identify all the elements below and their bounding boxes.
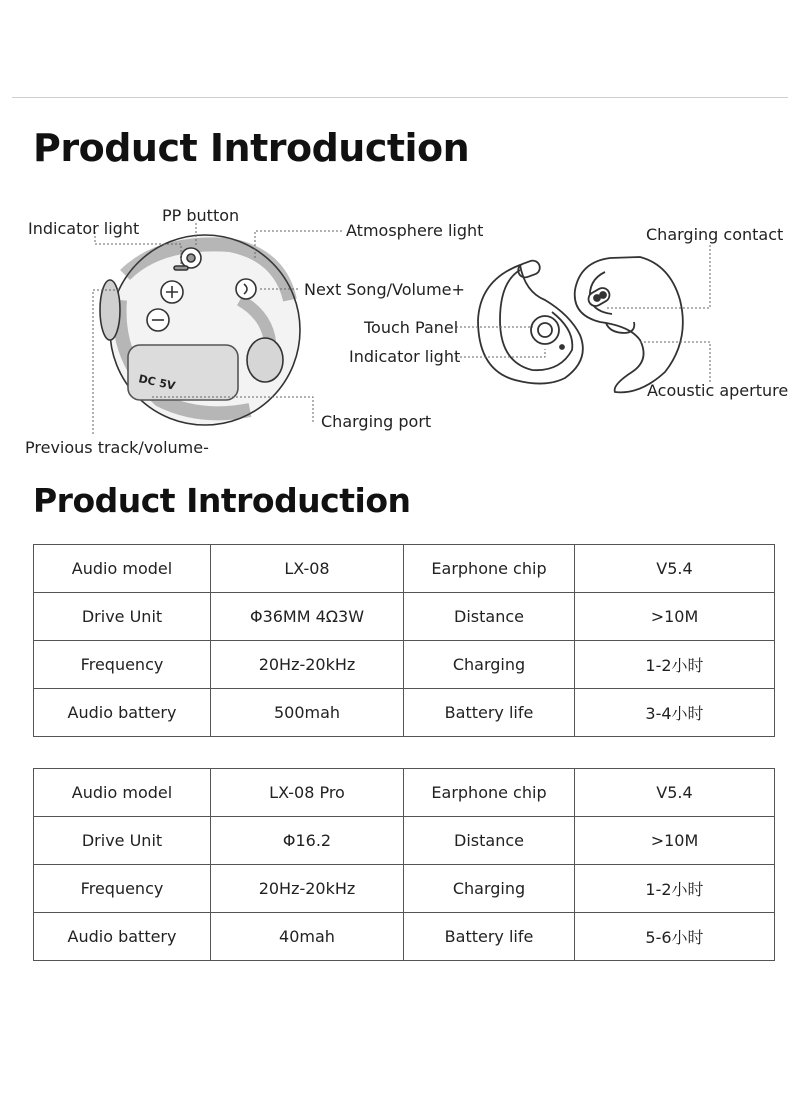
label-atmosphere-light: Atmosphere light	[346, 221, 484, 240]
spec-value: 40mah	[211, 913, 404, 961]
spec-value: 5-6小时	[575, 913, 775, 961]
spec-key: Earphone chip	[404, 769, 575, 817]
spec-value: 1-2小时	[575, 641, 775, 689]
table-row	[34, 689, 775, 737]
spec-key: Audio battery	[34, 689, 211, 737]
spec-key: Charging	[404, 865, 575, 913]
speaker-right-knob	[247, 338, 283, 382]
spec-value: Φ36MM 4Ω3W	[211, 593, 404, 641]
spec-key: Charging	[404, 641, 575, 689]
label-acoustic-aperture: Acoustic aperture	[647, 381, 789, 400]
spec-value: 3-4小时	[575, 689, 775, 737]
label-touch-panel: Touch Panel	[364, 318, 459, 337]
table-row	[34, 817, 775, 865]
speaker-side-knob	[100, 280, 120, 340]
touch-panel-icon	[531, 316, 559, 344]
indicator-light-icon	[174, 266, 188, 270]
label-indicator-light: Indicator light	[28, 219, 140, 238]
left-earbud-outer	[478, 265, 583, 384]
speaker-print: DC 5V	[137, 372, 177, 393]
label-charging-port: Charging port	[321, 412, 432, 431]
top-divider	[12, 97, 788, 98]
spec-value: 1-2小时	[575, 865, 775, 913]
table-row	[34, 545, 775, 593]
label-next-song: Next Song/Volume+	[304, 280, 465, 299]
label-indicator-light-right: Indicator light	[349, 347, 461, 366]
spec-value: LX-08 Pro	[211, 769, 404, 817]
spec-key: Audio model	[34, 769, 211, 817]
table-row	[34, 769, 775, 817]
spec-key: Battery life	[404, 689, 575, 737]
spec-value: V5.4	[575, 769, 775, 817]
spec-value: V5.4	[575, 545, 775, 593]
spec-key: Frequency	[34, 865, 211, 913]
next-button-icon	[236, 279, 256, 299]
table-row	[34, 593, 775, 641]
table-row	[34, 865, 775, 913]
spec-table-lx08-pro	[33, 768, 775, 961]
label-previous-track: Previous track/volume-	[25, 438, 209, 457]
spec-key: Earphone chip	[404, 545, 575, 593]
spec-key: Distance	[404, 817, 575, 865]
spec-key: Battery life	[404, 913, 575, 961]
spec-key: Audio battery	[34, 913, 211, 961]
table-row	[34, 641, 775, 689]
spec-value: >10M	[575, 817, 775, 865]
page-title: Product Introduction	[33, 126, 470, 170]
indicator-light-dot	[560, 345, 564, 349]
spec-key: Frequency	[34, 641, 211, 689]
product-diagram	[0, 195, 800, 465]
spec-value: LX-08	[211, 545, 404, 593]
label-pp-button: PP button	[162, 206, 240, 225]
table-row	[34, 913, 775, 961]
spec-key: Drive Unit	[34, 593, 211, 641]
spec-value: 20Hz-20kHz	[211, 865, 404, 913]
spec-value: >10M	[575, 593, 775, 641]
label-charging-contact: Charging contact	[646, 225, 784, 244]
section-title: Product Introduction	[33, 481, 411, 520]
earbuds-illustration	[478, 257, 683, 392]
spec-table-lx08	[33, 544, 775, 737]
spec-value: Φ16.2	[211, 817, 404, 865]
spec-key: Audio model	[34, 545, 211, 593]
spec-value: 500mah	[211, 689, 404, 737]
right-earbud-outer	[575, 257, 683, 392]
spec-value: 20Hz-20kHz	[211, 641, 404, 689]
spec-key: Drive Unit	[34, 817, 211, 865]
spec-key: Distance	[404, 593, 575, 641]
